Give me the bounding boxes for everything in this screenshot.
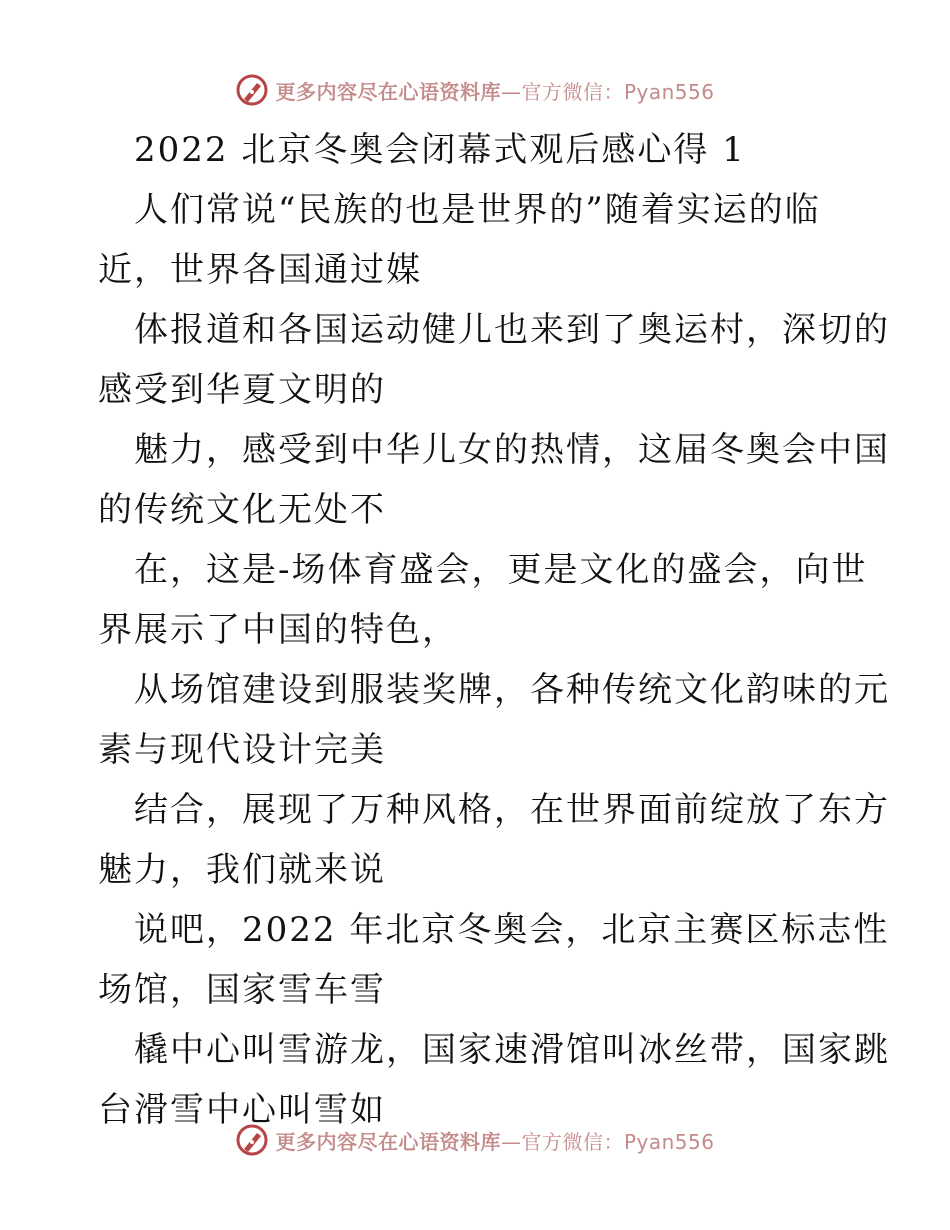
document-line: 在，这是-场体育盛会，更是文化的盛会，向世	[134, 550, 868, 590]
banner-main-text: 更多内容尽在心语资料库	[275, 79, 501, 104]
document-line: 素与现代设计完美	[98, 730, 386, 770]
document-line: 魅力，我们就来说	[98, 850, 386, 890]
document-line: 橇中心叫雪游龙，国家速滑馆叫冰丝带，国家跳	[134, 1030, 890, 1070]
document-body	[98, 120, 890, 1140]
pen-circle-logo-icon	[235, 73, 269, 107]
pen-circle-logo-icon	[235, 1123, 269, 1157]
banner-wechat-text: 官方微信：Pyan556	[521, 1129, 715, 1154]
document-line: 魅力，感受到中华儿女的热情，这届冬奥会中国	[134, 430, 890, 470]
document-line: 的传统文化无处不	[98, 490, 386, 530]
document-line: 台滑雪中心叫雪如	[98, 1090, 386, 1130]
footer-banner	[0, 1120, 950, 1160]
document-line: 体报道和各国运动健儿也来到了奥运村，深切的	[134, 310, 890, 350]
document-line: 感受到华夏文明的	[98, 370, 386, 410]
document-line: 从场馆建设到服装奖牌，各种传统文化韵味的元	[134, 670, 890, 710]
document-line: 近，世界各国通过媒	[98, 250, 422, 290]
header-banner	[0, 70, 950, 110]
banner-main-text: 更多内容尽在心语资料库	[275, 1129, 501, 1154]
document-line: 界展示了中国的特色，	[98, 610, 458, 650]
document-line: 人们常说“民族的也是世界的”随着实运的临	[134, 190, 821, 230]
banner-text	[275, 1126, 714, 1155]
document-line: 结合，展现了万种风格，在世界面前绽放了东方	[134, 790, 890, 830]
document-line: 场馆，国家雪车雪	[98, 970, 386, 1010]
banner-text	[275, 76, 714, 105]
document-title-line: 2022 北京冬奥会闭幕式观后感心得 1	[134, 130, 746, 170]
banner-dash: —	[500, 1129, 522, 1154]
document-line: 说吧，2022 年北京冬奥会，北京主赛区标志性	[134, 910, 890, 950]
banner-dash: —	[500, 79, 522, 104]
banner-wechat-text: 官方微信：Pyan556	[521, 79, 715, 104]
